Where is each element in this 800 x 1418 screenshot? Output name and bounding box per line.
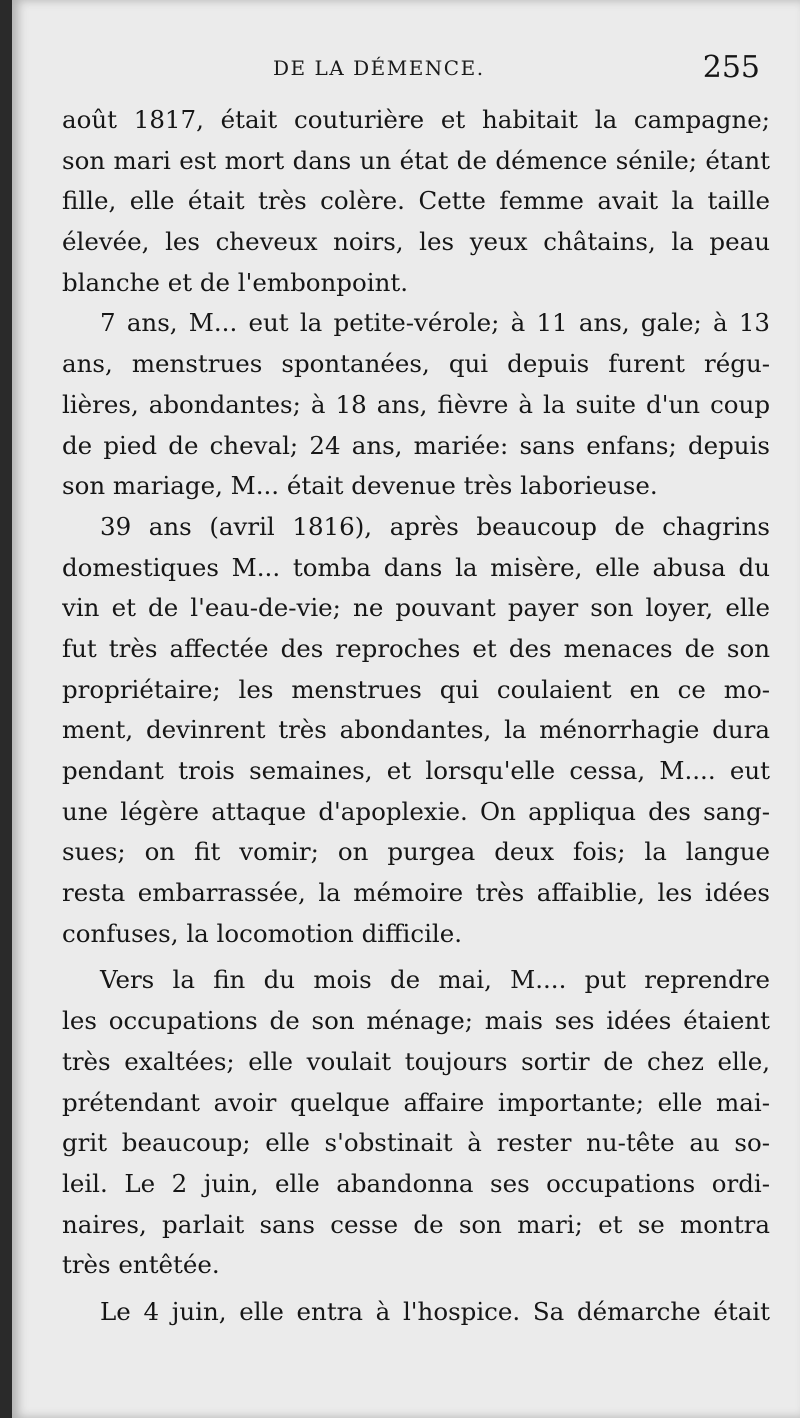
- text-line: ans, menstrues spontanées, qui depuis furent régu-: [62, 349, 770, 379]
- page-header: [12, 50, 800, 90]
- text-line: grit beaucoup; elle s'obstinait à rester nu-tête au so-: [62, 1128, 770, 1158]
- text-line: leil. Le 2 juin, elle abandonna ses occupations ordi-: [62, 1168, 770, 1198]
- running-title: DE LA DÉMENCE.: [273, 56, 485, 80]
- text-line: lières, abondantes; à 18 ans, fièvre à la suite d'un coup: [62, 389, 770, 419]
- text-line: Vers la fin du mois de mai, M.... put reprendre: [100, 965, 770, 995]
- text-line: pendant trois semaines, et lorsqu'elle cessa, M.... eut: [62, 756, 770, 785]
- paragraph: [62, 303, 770, 506]
- text-line: son mariage, M... était devenue très laborieuse.: [62, 471, 658, 501]
- book-page: [12, 0, 800, 1418]
- text-line: de pied de cheval; 24 ans, mariée: sans enfans; depuis: [62, 430, 770, 460]
- text-line: 7 ans, M... eut la petite-vérole; à 11 ans, gale; à 13: [100, 308, 770, 338]
- text-line: très exaltées; elle voulait toujours sortir de chez elle,: [62, 1046, 770, 1076]
- text-line: son mari est mort dans un état de démence sénile; étant: [62, 145, 770, 175]
- body-text: [62, 100, 770, 1333]
- text-line: propriétaire; les menstrues qui coulaient en ce mo-: [62, 674, 770, 704]
- paragraph: [62, 1292, 770, 1333]
- text-line: domestiques M... tomba dans la misère, elle abusa du: [62, 552, 770, 582]
- text-line: fut très affectée des reproches et des menaces de son: [62, 633, 770, 663]
- page-number: 255: [702, 50, 760, 85]
- paragraph: [62, 507, 770, 955]
- text-line: prétendant avoir quelque affaire importante; elle mai-: [62, 1087, 770, 1117]
- text-line: fille, elle était très colère. Cette femme avait la taille: [62, 186, 770, 216]
- text-line: resta embarrassée, la mémoire très affaiblie, les idées: [62, 878, 770, 908]
- text-line: 39 ans (avril 1816), après beaucoup de chagrins: [100, 511, 770, 541]
- paragraph: [62, 100, 770, 303]
- text-line: août 1817, était couturière et habitait la campagne;: [62, 105, 770, 134]
- text-line: ment, devinrent très abondantes, la ménorrhagie dura: [62, 715, 770, 745]
- text-line: les occupations de son ménage; mais ses idées étaient: [62, 1006, 770, 1036]
- text-line: confuses, la locomotion difficile.: [62, 918, 463, 948]
- text-line: Le 4 juin, elle entra à l'hospice. Sa démarche était: [100, 1296, 770, 1326]
- text-line: une légère attaque d'apoplexie. On appliqua des sang-: [62, 796, 770, 826]
- text-line: vin et de l'eau-de-vie; ne pouvant payer son loyer, elle: [62, 593, 770, 623]
- text-line: très entêtée.: [62, 1250, 220, 1280]
- text-line: élevée, les cheveux noirs, les yeux châtains, la peau: [62, 227, 770, 257]
- text-line: sues; on fit vomir; on purgea deux fois; la langue: [62, 837, 770, 867]
- paragraph: [62, 960, 770, 1286]
- text-line: blanche et de l'embonpoint.: [62, 267, 408, 297]
- text-line: naires, parlait sans cesse de son mari; et se montra: [62, 1209, 770, 1239]
